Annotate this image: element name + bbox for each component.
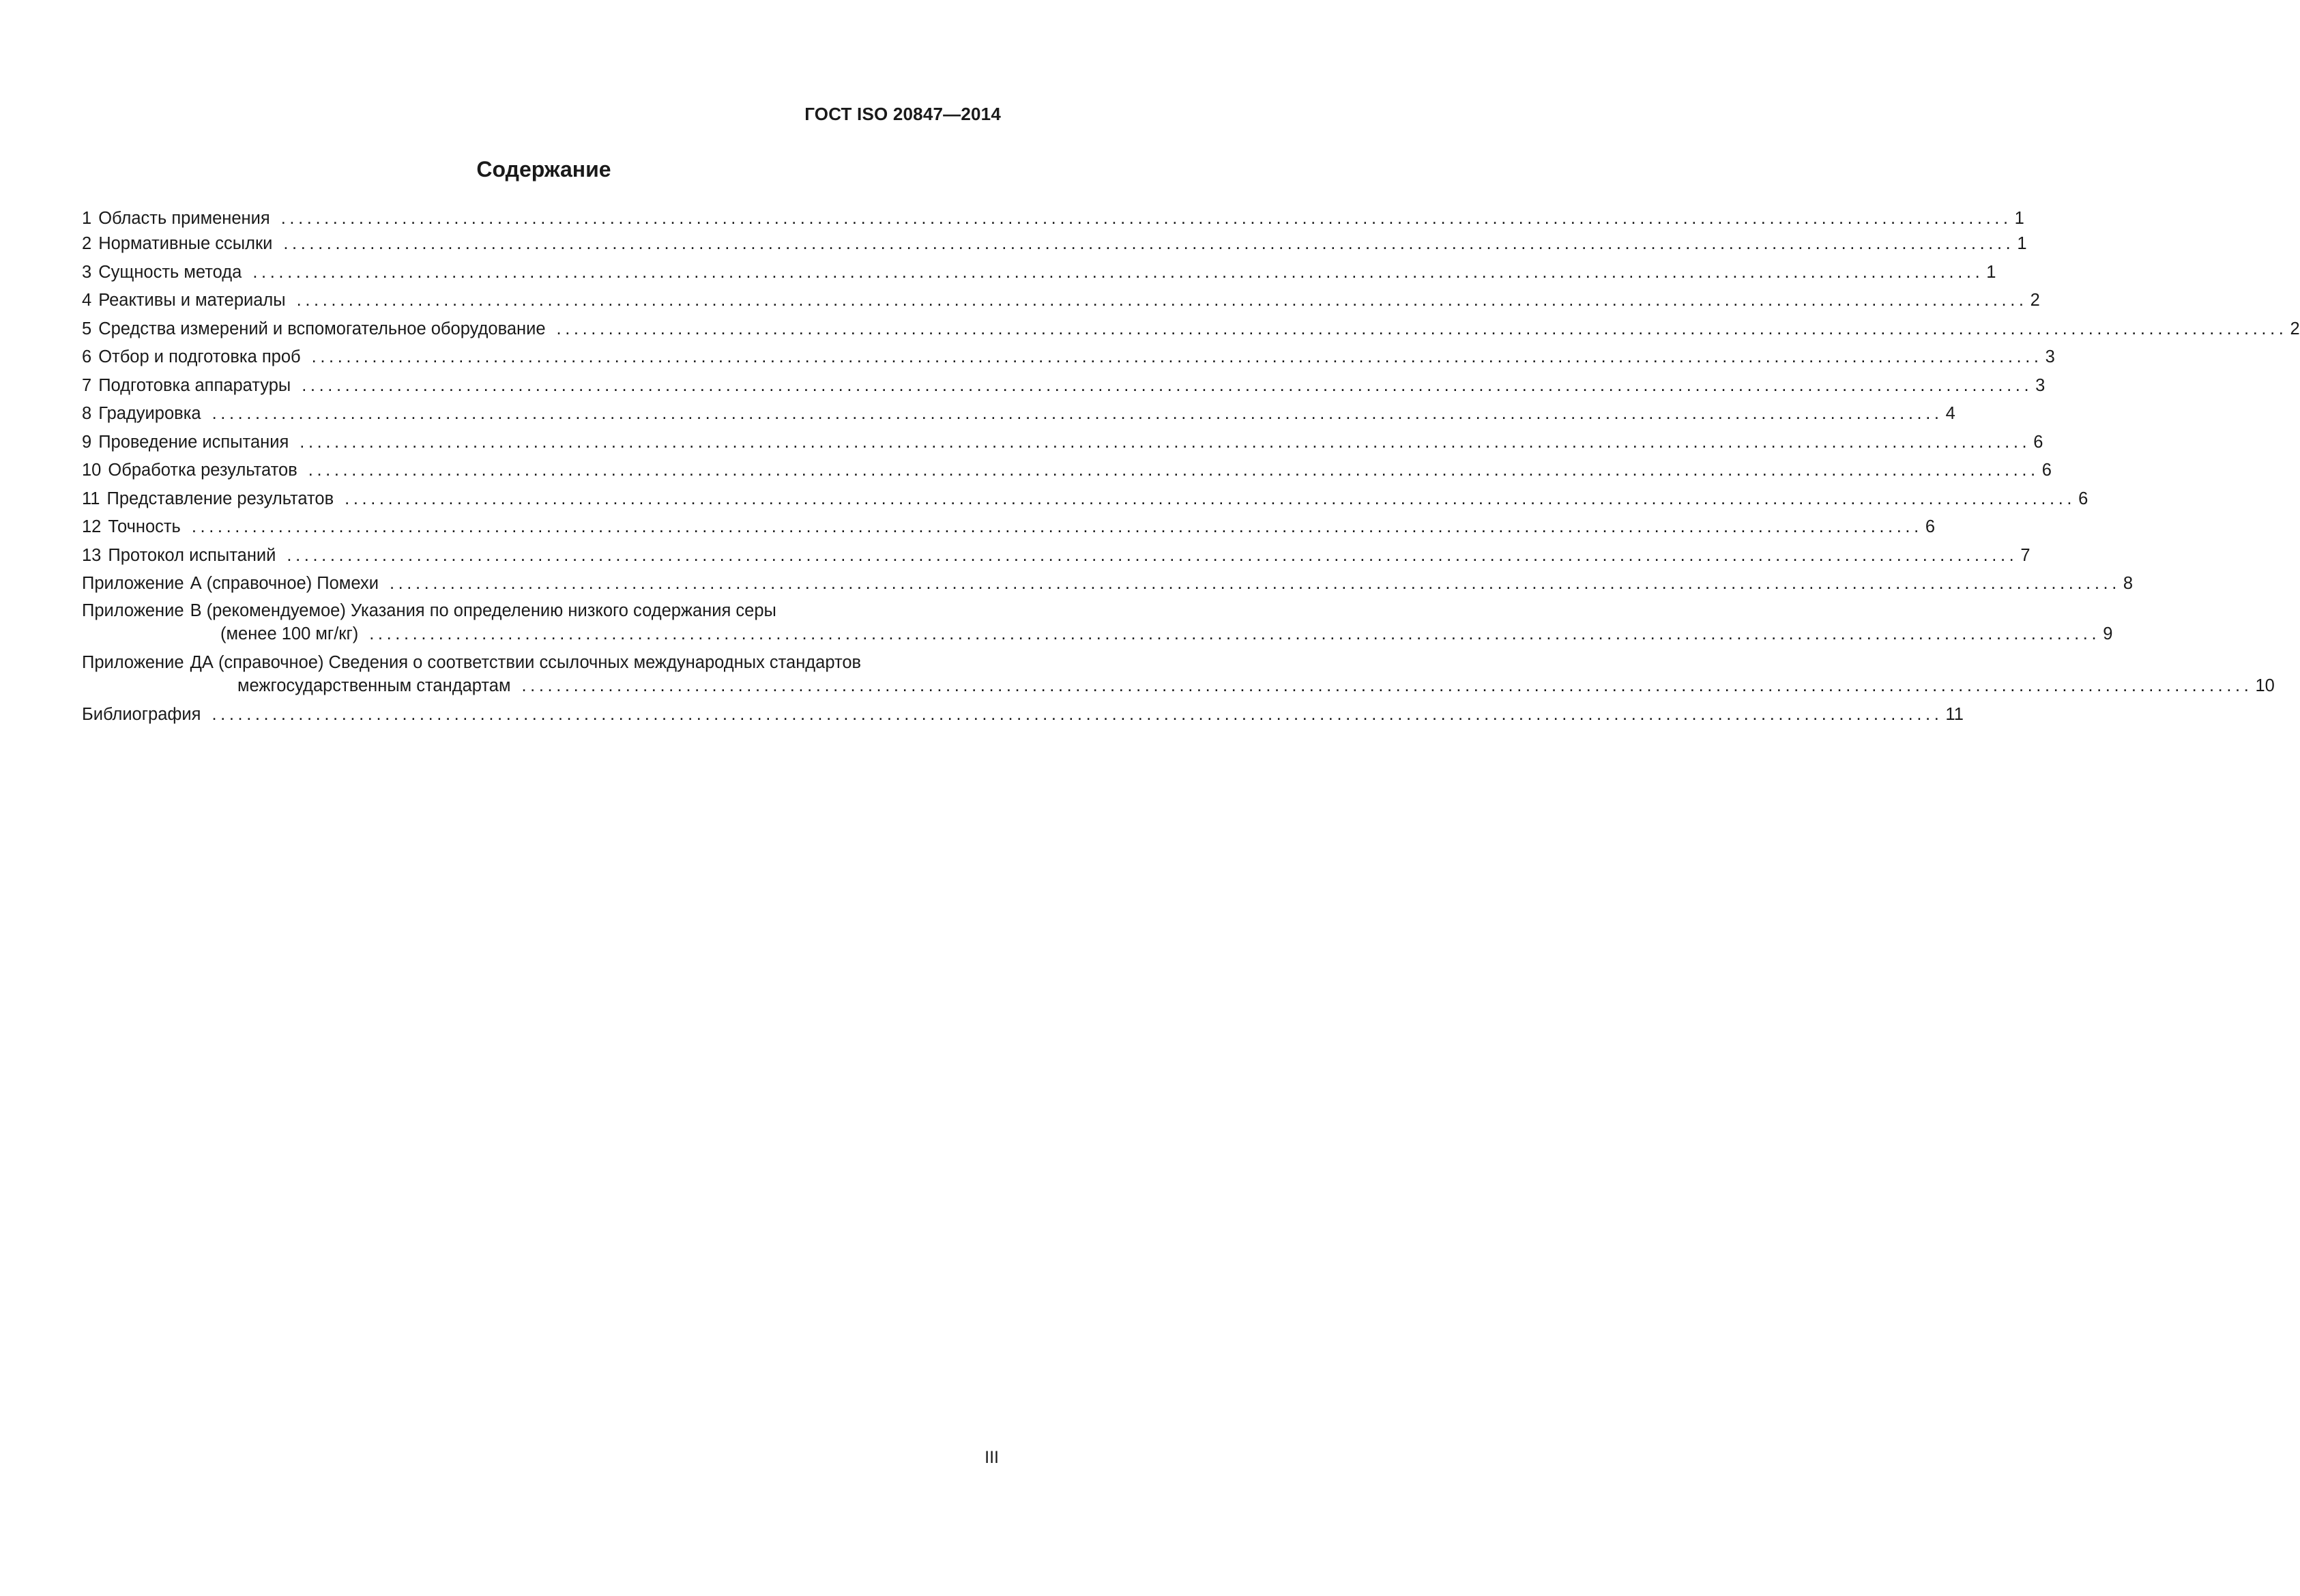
toc-appendix-da[interactable] (82, 651, 2275, 697)
toc-entry-label: Представление результатов (106, 489, 334, 508)
toc-entry-number: 7 (82, 375, 92, 395)
dot-leader: ........................................................................................................................................................................................................ (345, 489, 2076, 508)
dot-leader: ........................................................................................................................................................................................................ (280, 209, 2012, 228)
appendix-prefix: Приложение (82, 600, 184, 620)
toc-entry[interactable] (82, 429, 2043, 457)
dot-leader: ........................................................................................................................................................................................................ (252, 262, 1984, 282)
toc-entry-page: 6 (2033, 432, 2043, 452)
dot-leader: ........................................................................................................................................................................................................ (191, 517, 1923, 536)
dot-leader: ........................................................................................................................................................................................................ (212, 704, 1943, 724)
toc-entry-number: 6 (82, 347, 92, 366)
dot-leader: ........................................................................................................................................................................................................ (302, 375, 2033, 395)
toc-entry[interactable] (82, 513, 1935, 542)
toc-title: Содержание (476, 157, 611, 182)
bibliography-page: 11 (1945, 704, 1964, 724)
dot-leader: ........................................................................................................................................................................................................ (283, 234, 2015, 253)
toc-entry-label: Обработка результатов (108, 461, 297, 480)
toc-entry[interactable] (82, 400, 1955, 429)
appendix-label: А (справочное) Помехи (190, 574, 379, 593)
document-code: ГОСТ ISO 20847—2014 (804, 104, 1001, 124)
toc-entry-number: 13 (82, 545, 102, 565)
dot-leader: ........................................................................................................................................................................................................ (311, 347, 2043, 366)
bibliography-label: Библиография (82, 704, 201, 724)
appendix-page: 10 (2255, 676, 2275, 695)
toc-entry-number: 1 (82, 209, 92, 228)
toc-entry-label: Нормативные ссылки (98, 234, 273, 253)
toc-appendix-a[interactable] (82, 570, 2134, 598)
toc-entry-page: 2 (2290, 319, 2300, 338)
toc-entry-label: Проведение испытания (98, 432, 289, 452)
page-folio: III (985, 1448, 999, 1467)
toc-entry[interactable] (82, 485, 2088, 514)
appendix-prefix: Приложение (82, 574, 184, 593)
toc-entry-number: 11 (82, 489, 100, 508)
dot-leader: ........................................................................................................................................................................................................ (300, 432, 2031, 452)
table-of-contents (82, 207, 2300, 726)
toc-entry-label: Сущность метода (98, 262, 242, 282)
dot-leader: ........................................................................................................................................................................................................ (389, 574, 2121, 593)
toc-entry-page: 6 (2078, 489, 2088, 508)
appendix-label: ДА (справочное) Сведения о соответствии ссылочных международных стандартов (190, 652, 862, 672)
toc-entry[interactable] (82, 315, 2300, 344)
toc-entry[interactable] (82, 287, 2040, 315)
toc-entry-label: Средства измерений и вспомогательное оборудование (98, 319, 546, 338)
toc-entry-page: 3 (2045, 347, 2055, 366)
appendix-prefix: Приложение (82, 652, 184, 672)
toc-entry-label: Область применения (98, 209, 270, 228)
toc-entry-page: 1 (1986, 262, 1996, 282)
toc-entry-number: 12 (82, 517, 102, 536)
appendix-label-continued: (менее 100 мг/кг) (220, 624, 359, 643)
toc-entry-page: 1 (2014, 209, 2024, 228)
toc-entry-label: Точность (108, 517, 181, 536)
dot-leader: ........................................................................................................................................................................................................ (287, 545, 2018, 565)
toc-entry[interactable] (82, 456, 2052, 485)
toc-entry-number: 10 (82, 461, 102, 480)
toc-entry[interactable] (82, 259, 1996, 287)
toc-bibliography[interactable] (82, 703, 1964, 726)
toc-entry[interactable] (82, 542, 2030, 570)
toc-entry-number: 3 (82, 262, 92, 282)
appendix-page: 8 (2123, 574, 2134, 593)
toc-entry-label: Реактивы и материалы (98, 291, 286, 310)
dot-leader: ........................................................................................................................................................................................................ (369, 624, 2101, 643)
dot-leader: ........................................................................................................................................................................................................ (521, 676, 2253, 695)
dot-leader: ........................................................................................................................................................................................................ (308, 461, 2039, 480)
toc-entry[interactable] (82, 207, 2024, 230)
toc-entry-number: 2 (82, 234, 92, 253)
toc-entry-label: Градуировка (98, 404, 201, 423)
toc-entry-page: 4 (1945, 404, 1955, 423)
toc-entry-page: 6 (1925, 517, 1935, 536)
toc-entry-page: 3 (2035, 375, 2046, 395)
toc-entry-page: 6 (2041, 461, 2052, 480)
toc-entry-number: 9 (82, 432, 92, 452)
appendix-page: 9 (2103, 624, 2113, 643)
appendix-label-continued: межгосударственным стандартам (237, 676, 511, 695)
dot-leader: ........................................................................................................................................................................................................ (296, 291, 2028, 310)
toc-entry-page: 2 (2030, 291, 2040, 310)
toc-entry[interactable] (82, 343, 2055, 372)
dot-leader: ........................................................................................................................................................................................................ (212, 404, 1943, 423)
toc-entry-label: Отбор и подготовка проб (98, 347, 301, 366)
toc-entry-label: Протокол испытаний (108, 545, 276, 565)
toc-entry-label: Подготовка аппаратуры (98, 375, 291, 395)
toc-entry-number: 8 (82, 404, 92, 423)
toc-appendix-b[interactable] (82, 599, 2113, 645)
toc-entry-page: 1 (2017, 234, 2027, 253)
appendix-label: В (рекомендуемое) Указания по определению низкого содержания серы (190, 600, 776, 620)
toc-entry-number: 4 (82, 291, 92, 310)
toc-entry-number: 5 (82, 319, 92, 338)
dot-leader: ........................................................................................................................................................................................................ (556, 319, 2288, 338)
toc-entry-page: 7 (2020, 545, 2030, 565)
toc-entry[interactable] (82, 372, 2046, 401)
toc-entry[interactable] (82, 230, 2027, 259)
